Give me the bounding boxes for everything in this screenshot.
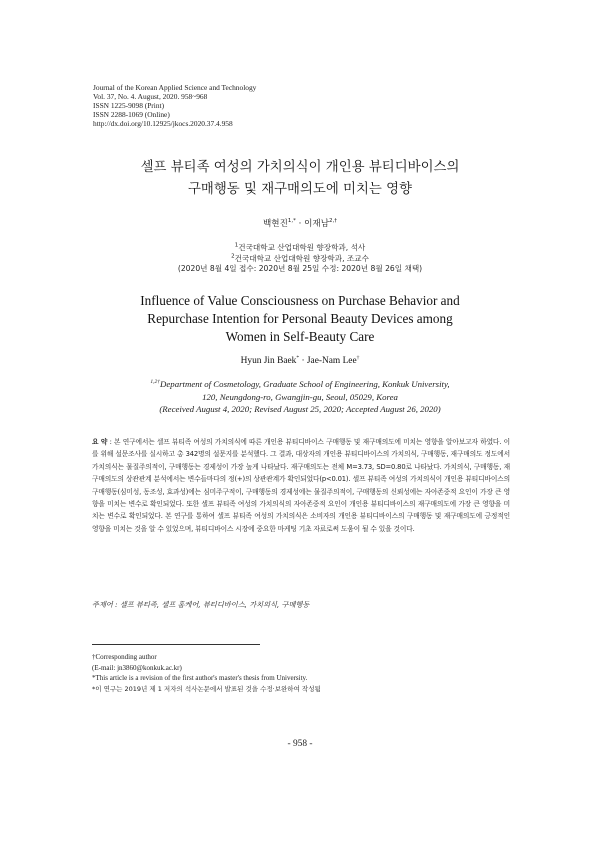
korean-affiliation-2 xyxy=(60,254,540,265)
abstract-label: 요 약 xyxy=(92,438,108,446)
english-affiliation xyxy=(60,378,540,416)
english-authors xyxy=(60,356,540,366)
english-title-line-2: Repurchase Intention for Personal Beauty Devices among xyxy=(147,311,453,326)
english-title xyxy=(60,292,540,346)
page-number: - 958 - xyxy=(287,739,313,749)
english-author-2-sup: † xyxy=(356,354,360,361)
korean-author-1-sup: 1,* xyxy=(287,218,296,225)
english-author-1: Hyun Jin Baek xyxy=(240,356,297,366)
footnote-divider xyxy=(92,644,260,645)
english-title-line-3: Women in Self-Beauty Care xyxy=(225,329,375,344)
journal-header xyxy=(93,83,513,128)
korean-author-1: 백현진 xyxy=(262,219,288,229)
korean-title-line-1: 셀프 뷰티족 여성의 가치의식이 개인용 뷰티디바이스의 xyxy=(140,160,460,175)
abstract xyxy=(92,436,510,535)
english-title-line-1: Influence of Value Consciousness on Purchase Behavior and xyxy=(140,293,460,308)
keywords xyxy=(92,600,510,610)
english-author-separator: · xyxy=(299,356,307,366)
footnote-corresponding: †Corresponding author xyxy=(92,653,157,661)
english-affiliation-line-1 xyxy=(60,378,540,391)
korean-affiliation-1-text: 건국대학교 산업대학원 향장학과, 석사 xyxy=(238,243,366,252)
journal-doi: http://dx.doi.org/10.12925/jkocs.2020.37.4.958 xyxy=(93,119,233,129)
korean-affiliation-1-sup: 1 xyxy=(234,242,239,249)
journal-issn-print: ISSN 1225-9098 (Print) xyxy=(93,101,165,111)
footnote-korean-note: *이 연구는 2019년 제 1 저자의 석사논문에서 발표된 것을 수정·보완하여 작성됨 xyxy=(92,684,321,693)
journal-volume: Vol. 37, No. 4. August, 2020. 958~968 xyxy=(93,92,208,102)
keywords-text: : 셀프 뷰티족, 셀프 홈케어, 뷰티디바이스, 가치의식, 구매행동 xyxy=(112,600,310,609)
korean-affiliation-2-text: 건국대학교 산업대학원 향장학과, 조교수 xyxy=(234,253,369,263)
footnote-revision-note: *This article is a revision of the first author's master's thesis from University. xyxy=(92,674,308,683)
korean-author-2: 이재남 xyxy=(304,219,329,229)
english-dates: (Received August 4, 2020; Revised August 25, 2020; Accepted August 26, 2020) xyxy=(159,404,441,414)
korean-title xyxy=(60,157,540,201)
journal-name: Journal of the Korean Applied Science and Technology xyxy=(93,83,257,92)
footnote-email: (E-mail: jn3860@konkuk.ac.kr) xyxy=(92,663,182,672)
korean-authors xyxy=(60,217,540,229)
english-affiliation-sup: 1,2† xyxy=(150,379,161,386)
english-author-2: Jae-Nam Lee xyxy=(306,356,357,366)
abstract-text: : 본 연구에서는 셀프 뷰티족 여성의 가치의식에 따른 개인용 뷰티디바이스 구매행동 및 재구매의도에 미치는 영향을 알아보고자 하였다. 이를 위해 설문조사를 실시하고 총 342명의 설문지를 분석했다. 그 결과, 대상자의 개인용 뷰티디바이스의 가치의식, 구매행동, 재구매의도 정도에서 가치의식는 물질주의적이, 구매행동는 경제성이 가장 높게 나타났다. 재구매의도는 전체 M=3.73, SD=0.80로 나타났다. 가치의식, 구매행동, 재구매의도의 상관관계 분석에서는 변수들마다의 정(+)의 상관관계가 확인되었다(p<0.01). 셀프 뷰티족 여성의 가치의식이 개인용 뷰티디바이스의 구매행동(심미성, 동조성, 효과성)에는 심미주구적이, 구매행동의 경제성에는 물질주의적이, 구매행동의 신뢰성에는 자아존중적 요인이 가장 큰 영향을 미치는 변수로 확인되었다. 또한 셀프 뷰티족 여성의 가치의식의 자아존중적 요인이 개인용 뷰티디바이스의 재구매의도에 가장 큰 영향을 미치는 변수로 확인되었다. 본 연구를 통하여 셀프 뷰티족 여성의 가치의식은 소비자의 개인용 뷰티디바이스의 구매행동 및 재구매의도에 긍정적인 영향을 미치는 것을 알 수 있었으며, 뷰티디바이스 시장에 중요한 마케팅 기초 자료로써 도움이 될 수 있을 것이다. xyxy=(92,438,510,533)
korean-title-line-2: 구매행동 및 재구매의도에 미치는 영향 xyxy=(188,182,412,197)
english-author-1-sup: * xyxy=(296,354,300,361)
footnotes xyxy=(92,652,512,694)
english-affiliation-line-1-text: Department of Cosmetology, Graduate School of Engineering, Konkuk University, xyxy=(160,379,450,389)
korean-affiliations xyxy=(60,243,540,275)
english-affiliation-line-2: 120, Neungdong-ro, Gwangjin-gu, Seoul, 05029, Korea xyxy=(202,391,398,402)
keywords-label: 주제어 xyxy=(92,600,113,609)
journal-issn-online: ISSN 2288-1069 (Online) xyxy=(93,110,170,120)
korean-author-2-sup: 2,† xyxy=(329,218,337,225)
korean-author-separator: · xyxy=(295,219,305,229)
korean-affiliation-1 xyxy=(60,243,540,254)
korean-dates: (2020년 8월 4일 접수: 2020년 8월 25일 수정: 2020년 8월 26일 채택) xyxy=(177,264,423,273)
korean-affiliation-2-sup: 2 xyxy=(231,252,235,259)
